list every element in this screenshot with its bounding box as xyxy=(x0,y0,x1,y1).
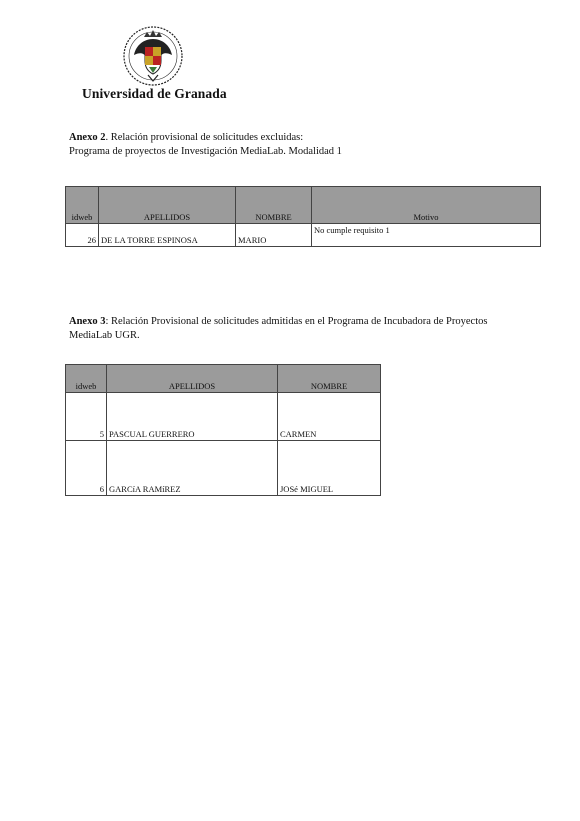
cell-apellidos: GARCíA RAMíREZ xyxy=(107,441,278,496)
anexo2-label: Anexo 2 xyxy=(69,132,106,143)
cell-apellidos: DE LA TORRE ESPINOSA xyxy=(99,224,236,247)
cell-idweb: 6 xyxy=(66,441,107,496)
table-row xyxy=(66,224,541,247)
cell-motivo: No cumple requisito 1 xyxy=(312,224,541,247)
col-nombre: NOMBRE xyxy=(278,365,381,393)
anexo2-heading xyxy=(69,131,499,159)
anexo3-label: Anexo 3 xyxy=(69,316,106,327)
table-row xyxy=(66,393,381,441)
col-apellidos: APELLIDOS xyxy=(99,187,236,224)
col-idweb: idweb xyxy=(66,187,99,224)
anexo2-title: . Relación provisional de solicitudes excluidas: xyxy=(105,132,304,143)
cell-nombre: JOSé MIGUEL xyxy=(278,441,381,496)
cell-nombre: MARIO xyxy=(236,224,312,247)
university-coat-of-arms-logo xyxy=(122,25,184,87)
university-name: Universidad de Granada xyxy=(82,86,227,101)
anexo3-heading xyxy=(69,315,489,343)
col-motivo: Motivo xyxy=(312,187,541,224)
anexo3-title: : Relación Provisional de solicitudes admitidas en el Programa de Incubadora de Proyectos MediaLab UGR. xyxy=(69,316,488,341)
anexo2-subtitle: Programa de proyectos de Investigación MediaLab. Modalidad 1 xyxy=(69,146,342,157)
cell-apellidos: PASCUAL GUERRERO xyxy=(107,393,278,441)
excluded-applications-table xyxy=(65,186,541,247)
col-nombre: NOMBRE xyxy=(236,187,312,224)
admitted-applications-table xyxy=(65,364,381,496)
table-header-row xyxy=(66,187,541,224)
cell-idweb: 26 xyxy=(66,224,99,247)
table-row xyxy=(66,441,381,496)
cell-nombre: CARMEN xyxy=(278,393,381,441)
col-idweb: idweb xyxy=(66,365,107,393)
col-apellidos: APELLIDOS xyxy=(107,365,278,393)
table-header-row xyxy=(66,365,381,393)
cell-idweb: 5 xyxy=(66,393,107,441)
